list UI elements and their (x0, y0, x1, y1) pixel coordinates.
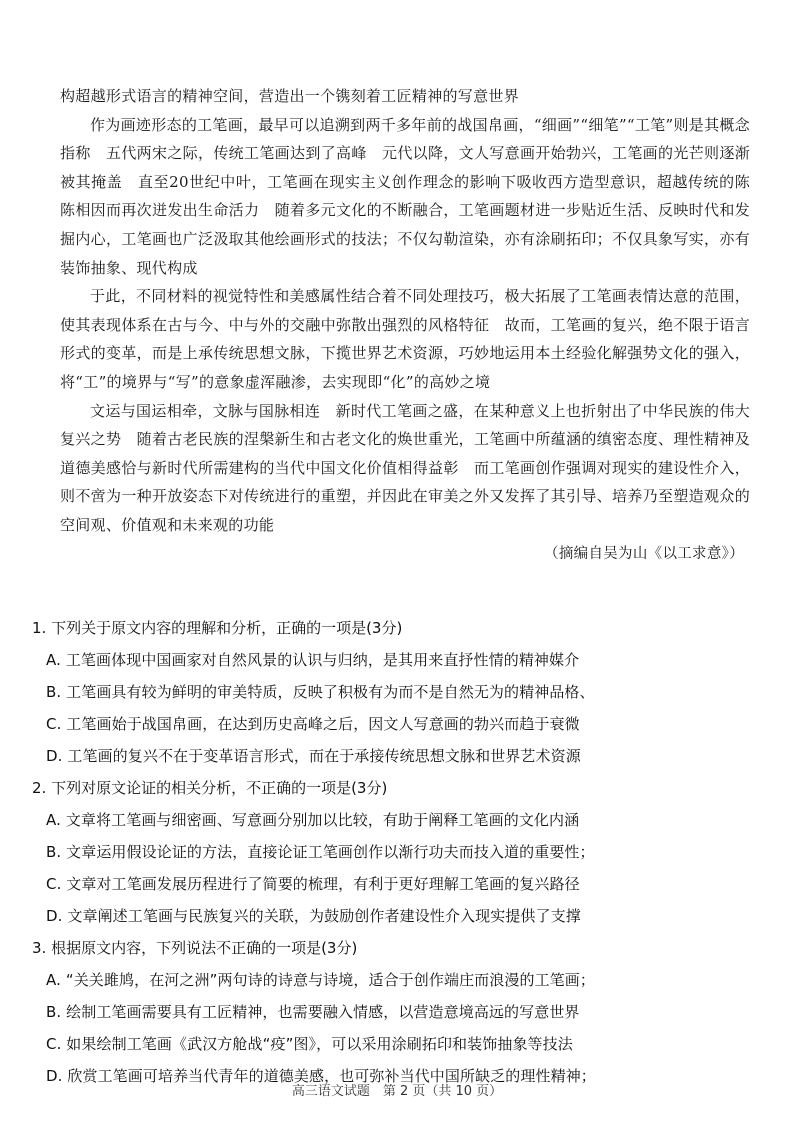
question-list (32, 612, 760, 1092)
option-c: C. 如果绘制工笔画《武汉方舱战“疫”图》，可以采用涂刷拓印和装饰抽象等技法 (46, 1035, 573, 1053)
option-d: D. 文章阐述工笔画与民族复兴的关联，为鼓励创作者建设性介入现实提供了支撑 (46, 907, 581, 925)
option-b: B. 工笔画具有较为鲜明的审美特质，反映了积极有为而不是自然无为的精神品格、 (46, 683, 595, 701)
question-1 (32, 612, 760, 772)
option-c: C. 文章对工笔画发展历程进行了简要的梳理，有利于更好理解工笔画的复兴路径 (46, 875, 580, 893)
reading-passage (60, 82, 750, 568)
page-footer: 高三语文试题 第 2 页（共 10 页） (291, 1084, 503, 1099)
option-a: A. “关关雎鸠，在河之洲”两句诗的诗意与诗境，适合于创作端庄而浪漫的工笔画； (46, 971, 595, 989)
option-b: B. 文章运用假设论证的方法，直接论证工笔画创作以渐行功夫而技入道的重要性； (46, 843, 595, 861)
option-a: A. 文章将工笔画与细密画、写意画分别加以比较，有助于阐释工笔画的文化内涵 (46, 811, 580, 829)
passage-paragraph-2: 作为画迹形态的工笔画，最早可以追溯到两千多年前的战国帛画，“细画”“细笔”“工笔”则是其概念指称 五代两宋之际，传统工笔画达到了高峰 元代以降，文人写意画开始勃兴，工笔画的光芒则逐渐被其掩盖 直至20世纪中叶，工笔画在现实主义创作理念的影响下吸收西方造型意识，超越传统的陈陈相因而再次迸发出生命活力 随着多元文化的不断融合，工笔画题材进一步贴近生活、反映时代和发掘内心，工笔画也广泛汲取其他绘画形式的技法；不仅勾勒渲染，亦有涂刷拓印；不仅具象写实，亦有装饰抽象、现代构成 (60, 115, 750, 277)
passage-paragraph-4: 文运与国运相牵，文脉与国脉相连 新时代工笔画之盛，在某种意义上也折射出了中华民族的伟大复兴之势 随着古老民族的涅槃新生和古老文化的焕世重光，工笔画中所蕴涵的缜密态度、理性精神及道德美感恰与新时代所需建构的当代中国文化价值相得益彰 而工笔画创作强调对现实的建设性介入，则不啻为一种开放姿态下对传统进行的重塑，并因此在审美之外又发挥了其引导、培养乃至塑造观众的空间观、价值观和未来观的功能 (60, 401, 750, 534)
option-b: B. 绘制工笔画需要具有工匠精神，也需要融入情感，以营造意境高远的写意世界 (46, 1003, 580, 1021)
option-d: D. 欣赏工笔画可培养当代青年的道德美感，也可弥补当代中国所缺乏的理性精神； (46, 1067, 596, 1085)
passage-paragraph-3: 于此，不同材料的视觉特性和美感属性结合着不同处理技巧，极大拓展了工笔画表情达意的范围，使其表现体系在古与今、中与外的交融中弥散出强烈的风格特征 故而，工笔画的复兴，绝不限于语言形式的变革，而是上承传统思想文脉，下揽世界艺术资源，巧妙地运用本土经验化解强势文化的强入，将“工”的境界与“写”的意象虚浑融渗，去实现即“化”的高妙之境 (60, 287, 750, 391)
question-stem: 1. 下列关于原文内容的理解和分析，正确的一项是(3分) (32, 619, 403, 637)
question-stem: 2. 下列对原文论证的相关分析，不正确的一项是(3分) (32, 779, 388, 797)
question-2 (32, 772, 760, 932)
option-a: A. 工笔画体现中国画家对自然风景的认识与归纳，是其用来直抒性情的精神媒介 (46, 651, 580, 669)
question-stem: 3. 根据原文内容，下列说法不正确的一项是(3分) (32, 939, 358, 957)
option-d: D. 工笔画的复兴不在于变革语言形式，而在于承接传统思想文脉和世界艺术资源 (46, 747, 581, 765)
question-3 (32, 932, 760, 1092)
passage-source: （摘编自吴为山《以工求意》） (544, 545, 744, 562)
passage-paragraph-1: 构超越形式语言的精神空间，营造出一个镌刻着工匠精神的写意世界 (60, 87, 520, 105)
option-c: C. 工笔画始于战国帛画，在达到历史高峰之后，因文人写意画的勃兴而趋于衰微 (46, 715, 580, 733)
